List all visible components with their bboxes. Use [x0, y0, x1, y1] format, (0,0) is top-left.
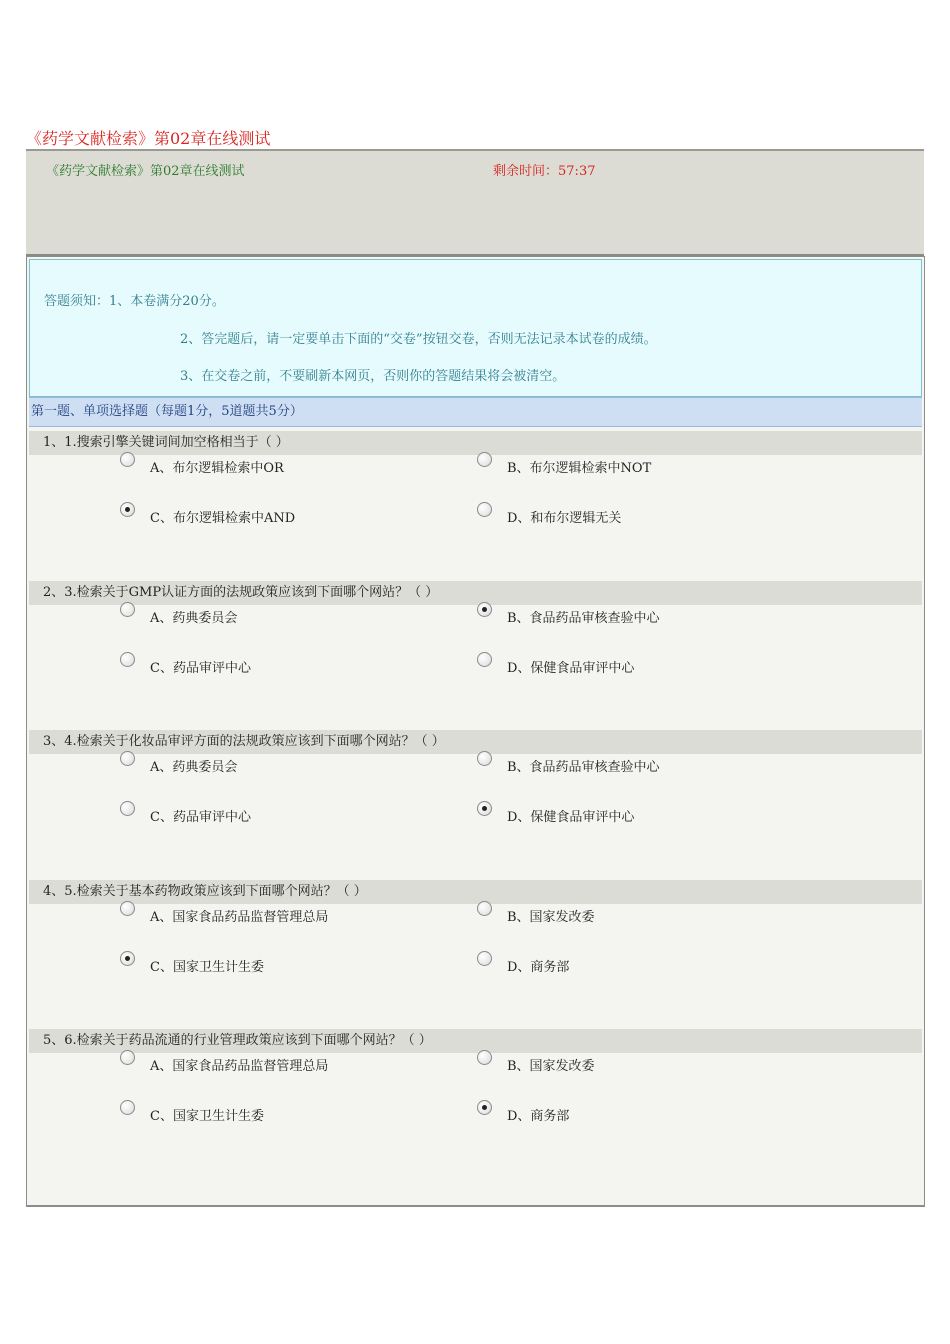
option-label: B、国家发改委: [507, 910, 595, 925]
radio-button[interactable]: [477, 652, 492, 667]
radio-button[interactable]: [120, 901, 135, 916]
timer-value: 57:37: [558, 164, 596, 179]
option-label: A、国家食品药品监督管理总局: [150, 1059, 329, 1074]
answer-option[interactable]: [477, 657, 634, 676]
question-bar: [29, 581, 922, 605]
answer-option[interactable]: [120, 1055, 328, 1074]
exam-panel: [26, 256, 925, 1207]
question-text: 3、4.检索关于化妆品审评方面的法规政策应该到下面哪个网站？（ ）: [43, 734, 445, 749]
option-label: B、布尔逻辑检索中NOT: [507, 461, 652, 476]
answer-option[interactable]: [477, 1105, 569, 1124]
answer-option[interactable]: [120, 906, 328, 925]
radio-button[interactable]: [477, 901, 492, 916]
radio-button[interactable]: [120, 1050, 135, 1065]
option-label: B、食品药品审核查验中心: [507, 760, 660, 775]
answer-option[interactable]: [120, 457, 284, 476]
radio-button[interactable]: [120, 1100, 135, 1115]
instruction-line-2: 2、答完题后，请一定要单击下面的“交卷”按钮交卷，否则无法记录本试卷的成绩。: [180, 332, 657, 347]
radio-button[interactable]: [120, 602, 135, 617]
question-text: 4、5.检索关于基本药物政策应该到下面哪个网站？（ ）: [43, 884, 367, 899]
section-title: 第一题、单项选择题（每题1分，5道题共5分）: [31, 404, 303, 419]
option-label: A、国家食品药品监督管理总局: [150, 910, 329, 925]
radio-button[interactable]: [120, 652, 135, 667]
instruction-line-1: 答题须知：1、本卷满分20分。: [44, 294, 225, 309]
answer-option[interactable]: [477, 906, 595, 925]
timer-label: 剩余时间：: [493, 164, 559, 179]
radio-button[interactable]: [120, 452, 135, 467]
option-label: C、药品审评中心: [150, 661, 251, 676]
radio-button[interactable]: [477, 751, 492, 766]
question-text: 1、1.搜索引擎关键词间加空格相当于（ ）: [43, 435, 289, 450]
test-header: [26, 149, 924, 257]
option-label: C、国家卫生计生委: [150, 1109, 264, 1124]
radio-button[interactable]: [477, 801, 492, 816]
option-label: D、商务部: [507, 1109, 570, 1124]
option-label: A、药典委员会: [150, 611, 238, 626]
answer-option[interactable]: [120, 806, 251, 825]
test-title: 《药学文献检索》第02章在线测试: [46, 164, 245, 179]
option-label: C、布尔逻辑检索中AND: [150, 511, 296, 526]
question-bar: [29, 431, 922, 455]
answer-option[interactable]: [477, 806, 634, 825]
instruction-line-3: 3、在交卷之前，不要刷新本网页，否则你的答题结果将会被清空。: [180, 369, 566, 384]
option-label: A、布尔逻辑检索中OR: [150, 461, 284, 476]
page-title: 《药学文献检索》第02章在线测试: [26, 129, 271, 148]
option-label: D、商务部: [507, 960, 570, 975]
answer-option[interactable]: [477, 956, 569, 975]
answer-option[interactable]: [477, 507, 621, 526]
question-text: 2、3.检索关于GMP认证方面的法规政策应该到下面哪个网站？（ ）: [43, 585, 439, 600]
option-label: D、和布尔逻辑无关: [507, 511, 622, 526]
question-bar: [29, 730, 922, 754]
remaining-time: [493, 160, 595, 179]
answer-option[interactable]: [120, 756, 237, 775]
option-label: B、国家发改委: [507, 1059, 595, 1074]
option-label: B、食品药品审核查验中心: [507, 611, 660, 626]
radio-button[interactable]: [477, 502, 492, 517]
answer-option[interactable]: [120, 956, 264, 975]
answer-option[interactable]: [477, 607, 660, 626]
answer-option[interactable]: [120, 657, 251, 676]
radio-button[interactable]: [120, 801, 135, 816]
answer-option[interactable]: [477, 756, 660, 775]
option-label: A、药典委员会: [150, 760, 238, 775]
answer-option[interactable]: [477, 1055, 595, 1074]
radio-button[interactable]: [477, 452, 492, 467]
answer-option[interactable]: [120, 507, 295, 526]
option-label: D、保健食品审评中心: [507, 810, 635, 825]
question-bar: [29, 880, 922, 904]
radio-button[interactable]: [477, 951, 492, 966]
radio-button[interactable]: [477, 1100, 492, 1115]
radio-button[interactable]: [120, 751, 135, 766]
option-label: C、国家卫生计生委: [150, 960, 264, 975]
radio-button[interactable]: [120, 951, 135, 966]
instructions-box: [29, 259, 922, 397]
option-label: D、保健食品审评中心: [507, 661, 635, 676]
radio-button[interactable]: [477, 602, 492, 617]
question-bar: [29, 1029, 922, 1053]
answer-option[interactable]: [120, 607, 237, 626]
section-header: [29, 397, 922, 427]
question-text: 5、6.检索关于药品流通的行业管理政策应该到下面哪个网站？（ ）: [43, 1033, 432, 1048]
radio-button[interactable]: [477, 1050, 492, 1065]
answer-option[interactable]: [477, 457, 651, 476]
answer-option[interactable]: [120, 1105, 264, 1124]
radio-button[interactable]: [120, 502, 135, 517]
option-label: C、药品审评中心: [150, 810, 251, 825]
